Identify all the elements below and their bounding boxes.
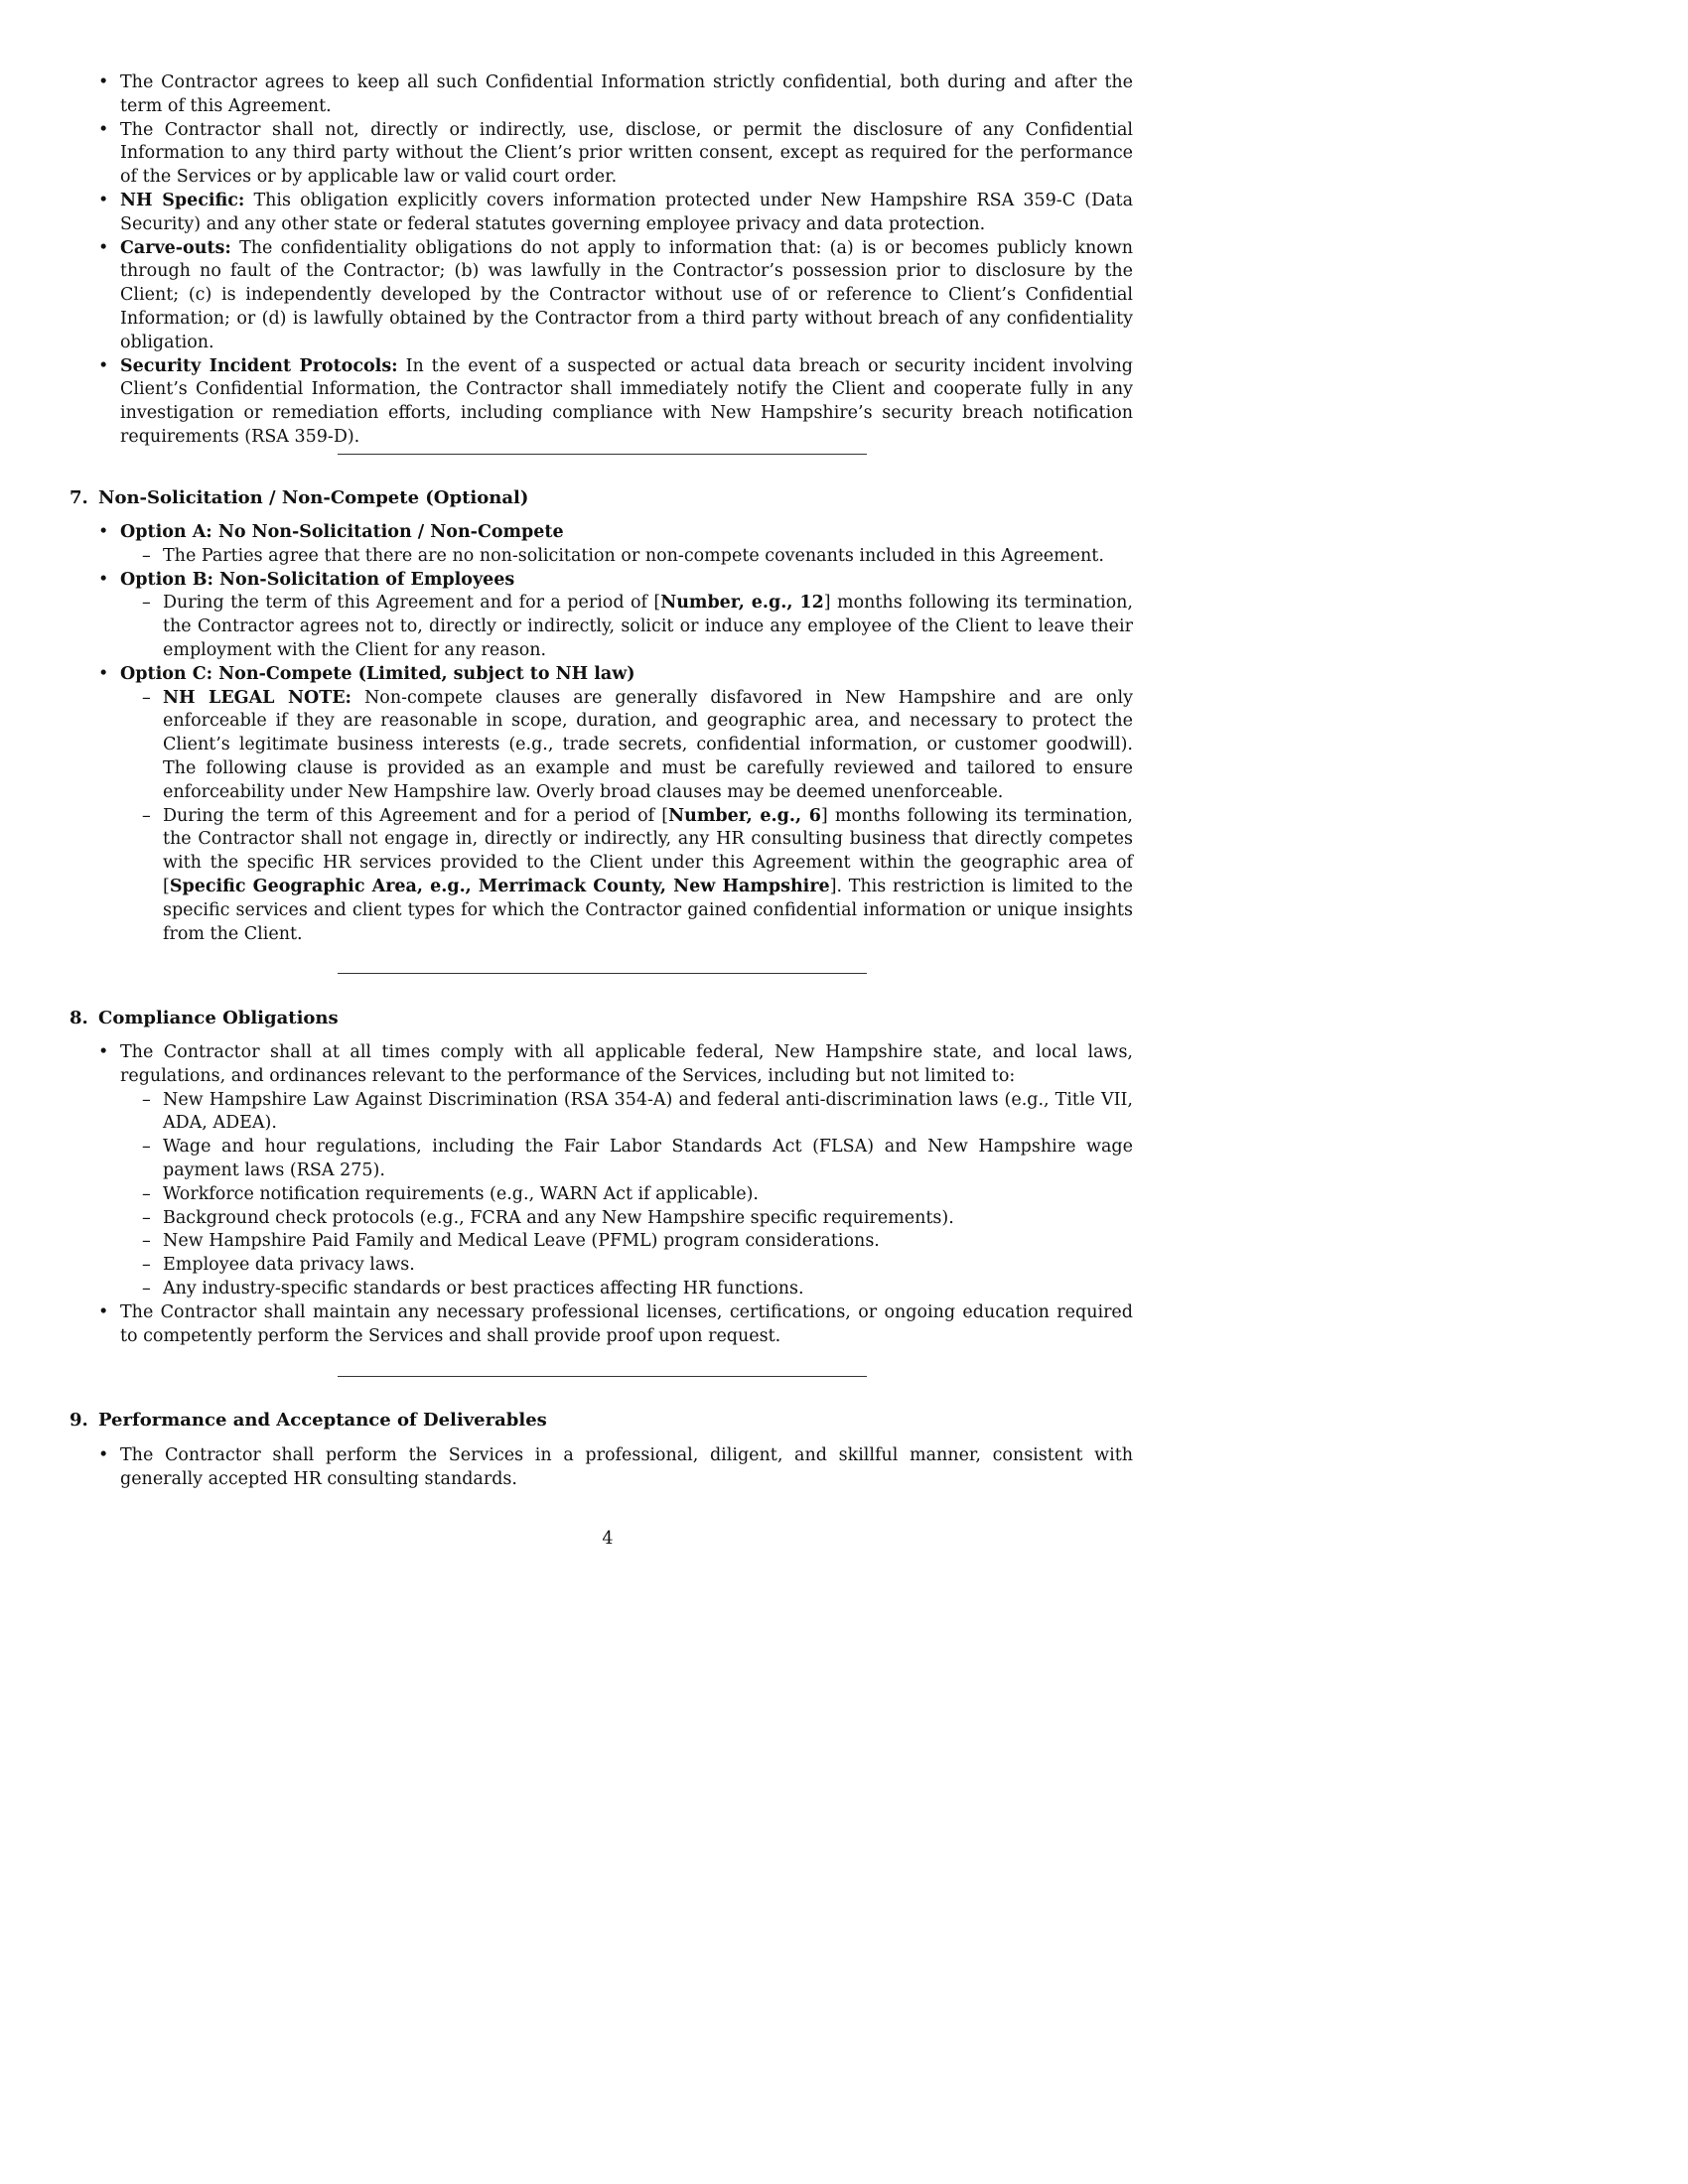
section8-bullet-list <box>0 1041 1215 1348</box>
list-item <box>0 119 1133 190</box>
list-item <box>0 237 1133 355</box>
sub-item-text: New Hampshire Law Against Discrimination (RSA 354-A) and federal anti-discrimination laws (e.g., Title VII, ADA, ADEA). <box>163 1089 1133 1134</box>
section9-bullet-list <box>0 1444 1215 1492</box>
sub-item-text: Wage and hour regulations, including the Fair Labor Standards Act (FLSA) and New Hampshire wage payment laws (RSA 275). <box>163 1137 1133 1180</box>
sub-list-item <box>120 1136 1133 1183</box>
list-item <box>0 1301 1133 1349</box>
sub-list <box>0 687 1133 947</box>
sub-list <box>0 1089 1133 1301</box>
bullet-label: Security Incident Protocols: <box>120 355 398 376</box>
section-title: Non-Solicitation / Non-Compete (Optional) <box>98 487 529 508</box>
section-divider <box>338 454 867 455</box>
sub-item-text: ]. This restriction is limited to the specific services and client types for which the Contractor gained confidential information or unique insights from the Client. <box>163 876 1133 944</box>
sub-item-text: During the term of this Agreement and for a period of [ <box>163 593 661 614</box>
bullet-text: The Contractor shall at all times comply with all applicable federal, New Hampshire state, and local laws, regulations, and ordinances relevant to the performance of the Services, including but not limited to: <box>120 1042 1133 1086</box>
list-item <box>0 569 1133 663</box>
sub-list-item <box>120 1183 1133 1207</box>
list-item <box>0 1041 1133 1301</box>
bullet-text: The confidentiality obligations do not apply to information that: (a) is or becomes publicly known through no fault of the Contractor; (b) was lawfully in the Contractor’s possession prior to disclosure by the Client; (c) is independently developed by the Contractor without use of or reference to Client’s Confidential Information; or (d) is lawfully obtained by the Contractor from a third party without breach of any confidentiality obligation. <box>120 237 1133 352</box>
list-item <box>0 663 1133 947</box>
sub-list-item <box>120 1207 1133 1231</box>
list-item <box>0 71 1133 119</box>
placeholder-text: Number, e.g., 12 <box>660 593 824 614</box>
sub-item-text: Any industry-specific standards or best practices affecting HR functions. <box>163 1278 804 1298</box>
section6-bullet-list <box>0 71 1215 450</box>
bullet-label: Carve-outs: <box>120 237 231 258</box>
sub-list-item <box>120 592 1133 662</box>
section-heading <box>70 486 528 510</box>
placeholder-text: Number, e.g., 6 <box>668 805 821 826</box>
bullet-text: This obligation explicitly covers information protected under New Hampshire RSA 359-C (Data Security) and any other state or federal statutes governing employee privacy and data protection. <box>120 190 1133 234</box>
sub-list-item <box>120 805 1133 947</box>
section-title: Compliance Obligations <box>98 1008 339 1028</box>
bullet-text: The Contractor shall not, directly or indirectly, use, disclose, or permit the disclosure of any Confidential Information to any third party without the Client’s prior written consent, except as required for the performance of the Services or by applicable law or valid court order. <box>120 119 1133 188</box>
section-heading <box>70 1007 339 1030</box>
section-title: Performance and Acceptance of Deliverables <box>98 1410 547 1431</box>
bullet-text: The Contractor shall perform the Services in a professional, diligent, and skillful manner, consistent with generally accepted HR consulting standards. <box>120 1445 1133 1489</box>
sub-list-item <box>120 545 1133 569</box>
option-title: Option C: Non-Compete (Limited, subject to NH law) <box>120 663 635 684</box>
sub-list-item <box>120 1230 1133 1254</box>
sub-list-item <box>120 687 1133 805</box>
sub-item-text: Background check protocols (e.g., FCRA and any New Hampshire specific requirements). <box>163 1207 954 1228</box>
option-title: Option B: Non-Solicitation of Employees <box>120 569 515 590</box>
sub-list <box>0 545 1133 569</box>
page-number: 4 <box>602 1529 614 1549</box>
section-number: 7. <box>70 487 88 508</box>
sub-list <box>0 592 1133 662</box>
sub-list-item <box>120 1278 1133 1301</box>
sub-list-item <box>120 1254 1133 1278</box>
placeholder-text: Specific Geographic Area, e.g., Merrimack County, New Hampshire <box>169 876 830 896</box>
section-number: 8. <box>70 1008 88 1028</box>
bullet-text: The Contractor agrees to keep all such Confidential Information strictly confidential, both during and after the term of this Agreement. <box>120 72 1133 116</box>
section7-bullet-list <box>0 521 1215 946</box>
sub-item-text: Workforce notification requirements (e.g., WARN Act if applicable). <box>163 1183 759 1204</box>
section-heading <box>70 1409 547 1433</box>
sub-list-item <box>120 1089 1133 1137</box>
list-item <box>0 355 1133 450</box>
list-item <box>0 521 1133 569</box>
option-title: Option A: No Non-Solicitation / Non-Compete <box>120 522 564 542</box>
list-item <box>0 190 1133 237</box>
sub-item-text: New Hampshire Paid Family and Medical Leave (PFML) program considerations. <box>163 1231 880 1252</box>
sub-item-text: ] months following its termination, the Contractor shall not engage in, directly or indirectly, any HR consulting business that directly competes with the specific HR services provided to the Client under this Agreement within the geographic area of [ <box>163 805 1133 896</box>
sub-item-text: ] months following its termination, the Contractor agrees not to, directly or indirectly, solicit or induce any employee of the Client to leave their employment with the Client for any reason. <box>163 593 1133 660</box>
bullet-label: NH Specific: <box>120 190 245 210</box>
section-number: 9. <box>70 1410 88 1431</box>
section-divider <box>338 973 867 974</box>
sub-item-text: Non-compete clauses are generally disfavored in New Hampshire and are only enforceable if they are reasonable in scope, duration, and geographic area, and necessary to protect the Client’s legitimate business interests (e.g., trade secrets, confidential information, or customer goodwill). The following clause is provided as an example and must be carefully reviewed and tailored to ensure enforceability under New Hampshire law. Overly broad clauses may be deemed unenforceable. <box>163 687 1133 802</box>
sub-item-text: During the term of this Agreement and for a period of [ <box>163 805 669 826</box>
bullet-text: The Contractor shall maintain any necessary professional licenses, certifications, or ongoing education required to competently perform the Services and shall provide proof upon request. <box>120 1301 1133 1346</box>
section-divider <box>338 1376 867 1377</box>
list-item <box>0 1444 1133 1492</box>
bullet-text: In the event of a suspected or actual data breach or security incident involving Client’s Confidential Information, the Contractor shall immediately notify the Client and cooperate fully in any investigation or remediation efforts, including compliance with New Hampshire’s security breach notification requirements (RSA 359-D). <box>120 355 1133 447</box>
sub-item-text: The Parties agree that there are no non-solicitation or non-compete covenants included in this Agreement. <box>163 545 1104 566</box>
sub-item-text: Employee data privacy laws. <box>163 1255 415 1276</box>
note-label: NH LEGAL NOTE: <box>163 687 352 708</box>
